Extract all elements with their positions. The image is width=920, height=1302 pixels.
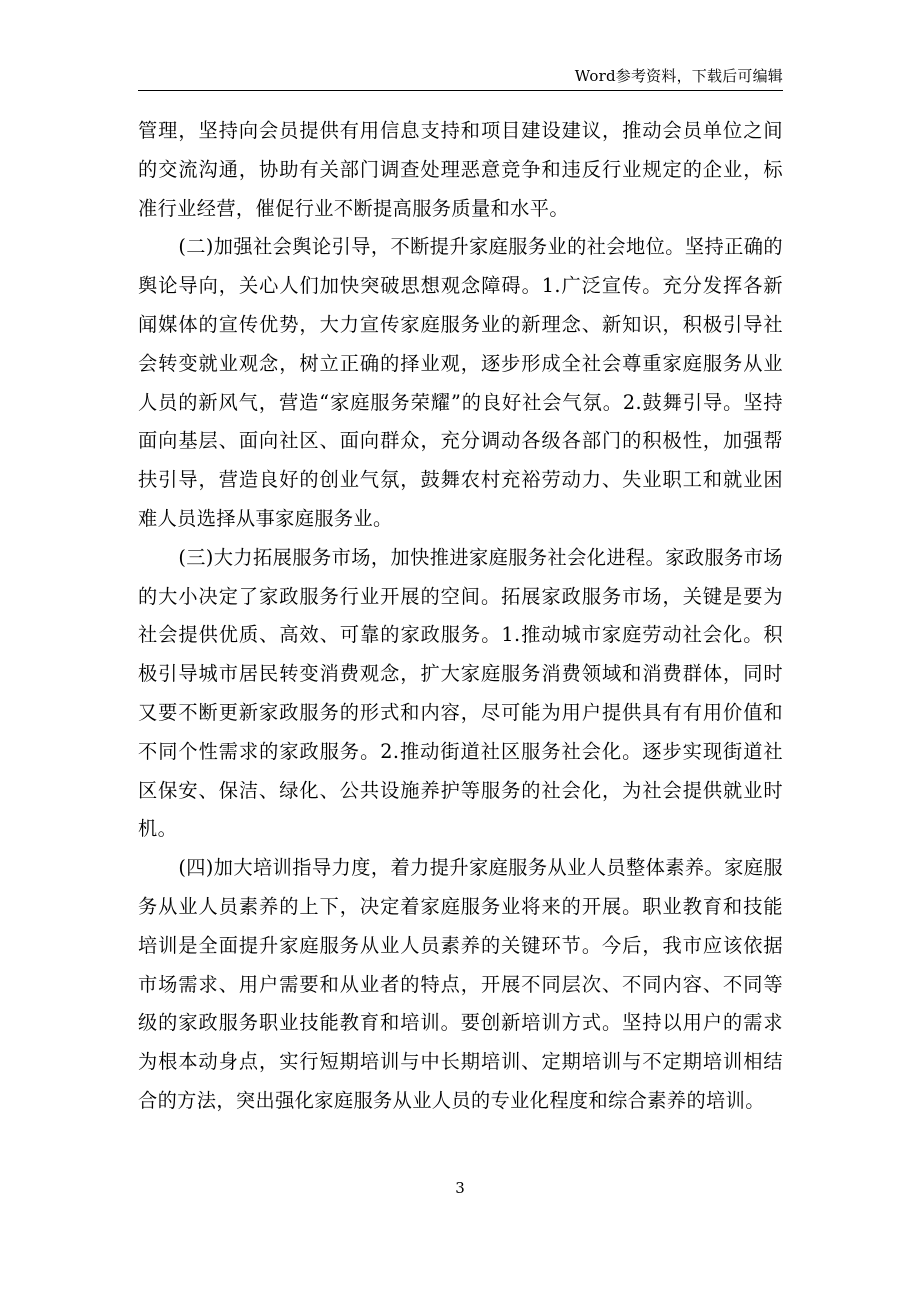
paragraph-continuation: 管理，坚持向会员提供有用信息支持和项目建设建议，推动会员单位之间的交流沟通，协助有关部门调查处理恶意竞争和违反行业规定的企业，标准行业经营，催促行业不断提高服务质量和水平。 xyxy=(138,119,783,220)
paragraph-section-2: (二)加强社会舆论引导，不断提升家庭服务业的社会地位。坚持正确的舆论导向，关心人们加快突破思想观念障碍。1.广泛宣传。充分发挥各新闻媒体的宣传优势，大力宣传家庭服务业的新理念、新知识，积极引导社会转变就业观念，树立正确的择业观，逐步形成全社会尊重家庭服务从业人员的新风气，营造“家庭服务荣耀”的良好社会气氛。2.鼓舞引导。坚持面向基层、面向社区、面向群众，充分调动各级各部门的积极性，加强帮扶引导，营造良好的创业气氛，鼓舞农村充裕劳动力、失业职工和就业困难人员选择从事家庭服务业。 xyxy=(138,235,783,530)
page-number: 3 xyxy=(455,1179,465,1197)
header-text: Word参考资料，下载后可编辑 xyxy=(574,67,783,85)
paragraph-section-3: (三)大力拓展服务市场，加快推进家庭服务社会化进程。家政服务市场的大小决定了家政服务行业开展的空间。拓展家政服务市场，关键是要为社会提供优质、高效、可靠的家政服务。1.推动城市家庭劳动社会化。积极引导城市居民转变消费观念，扩大家庭服务消费领域和消费群体，同时又要不断更新家政服务的形式和内容，尽可能为用户提供具有有用价值和不同个性需求的家政服务。2.推动街道社区服务社会化。逐步实现街道社区保安、保洁、绿化、公共设施养护等服务的社会化，为社会提供就业时机。 xyxy=(138,545,783,841)
document-body xyxy=(138,112,783,1121)
paragraph-section-4: (四)加大培训指导力度，着力提升家庭服务从业人员整体素养。家庭服务从业人员素养的上下，决定着家庭服务业将来的开展。职业教育和技能培训是全面提升家庭服务从业人员素养的关键环节。今后，我市应该依据市场需求、用户需要和从业者的特点，开展不同层次、不同内容、不同等级的家政服务职业技能教育和培训。要创新培训方式。坚持以用户的需求为根本动身点，实行短期培训与中长期培训、定期培训与不定期培训相结合的方法，突出强化家庭服务从业人员的专业化程度和综合素养的培训。 xyxy=(138,856,783,1112)
page-header xyxy=(138,66,783,91)
